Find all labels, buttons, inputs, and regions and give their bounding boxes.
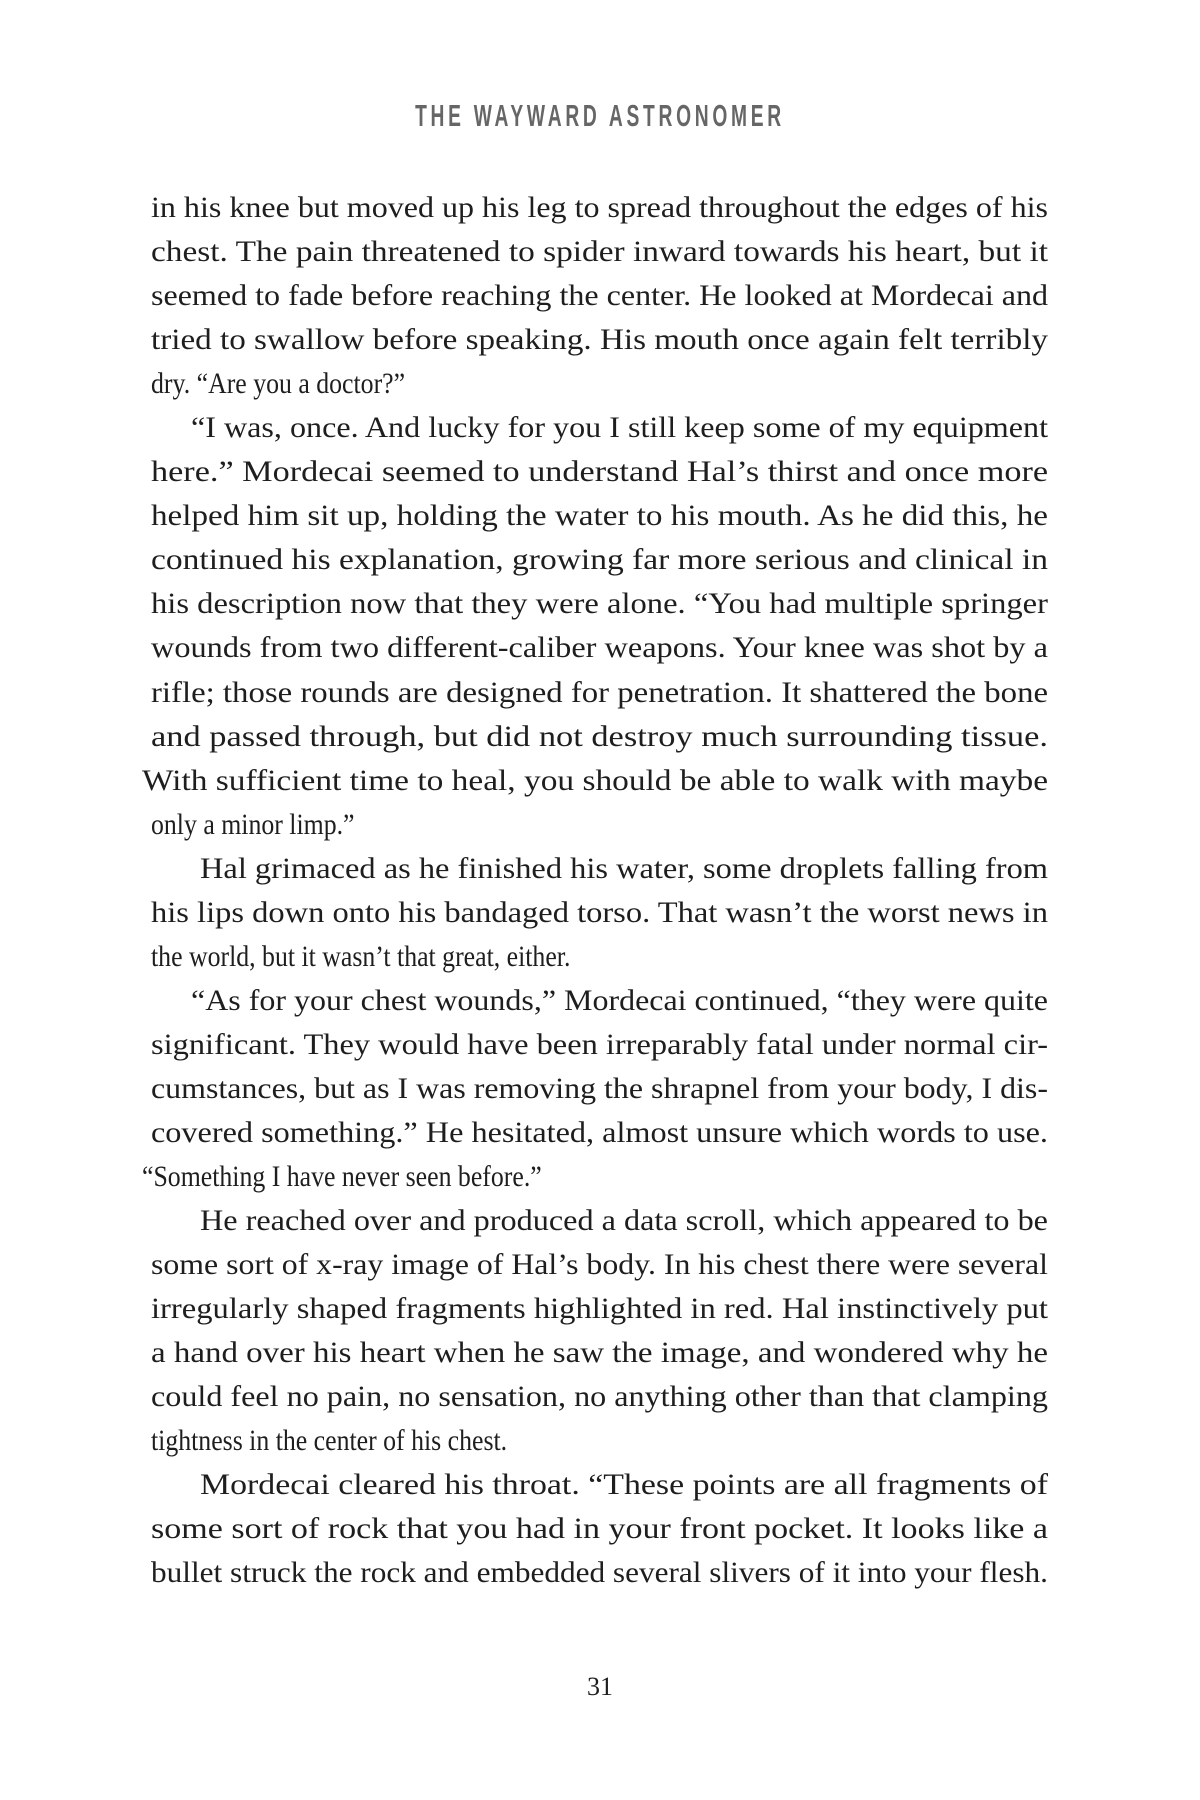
text-line (151, 1111, 1048, 1155)
text-line (151, 406, 1048, 450)
text-line (151, 450, 1048, 494)
text-line-content: Hal grimaced as he finished his water, some droplets falling from (200, 851, 1049, 885)
text-line (151, 1199, 1048, 1243)
text-line-content: rifle; those rounds are designed for penetration. It shattered the bone (151, 675, 1049, 709)
text-line (151, 274, 1048, 318)
text-line (151, 1067, 1048, 1111)
text-line (151, 538, 1048, 582)
text-line-content: significant. They would have been irreparably fatal under normal cir- (151, 1027, 1049, 1061)
text-line-content: “Something I have never seen before.” (142, 1160, 542, 1194)
text-line (151, 186, 1048, 230)
running-head-title: THE WAYWARD ASTRONOMER (415, 98, 785, 133)
text-line (151, 1375, 1048, 1419)
text-line (151, 1551, 1048, 1595)
text-line-content: here.” Mordecai seemed to understand Hal’s thirst and once more (151, 455, 1049, 489)
text-line (151, 847, 1048, 891)
text-line (151, 1507, 1048, 1551)
text-line (151, 626, 1048, 670)
text-line-content: some sort of x-ray image of Hal’s body. In his chest there were several (151, 1248, 1048, 1282)
text-line (151, 1287, 1048, 1331)
text-line-content: “As for your chest wounds,” Mordecai continued, “they were quite (191, 983, 1048, 1017)
text-line-content: Mordecai cleared his throat. “These points are all fragments of (200, 1468, 1049, 1502)
text-line (142, 1155, 1048, 1199)
text-line (151, 935, 1048, 979)
text-line-content: dry. “Are you a doctor?” (151, 367, 406, 401)
text-line-content: the world, but it wasn’t that great, either. (151, 939, 571, 973)
text-line (151, 494, 1048, 538)
text-line-content: in his knee but moved up his leg to spread throughout the edges of his (151, 191, 1048, 224)
text-line-content: wounds from two different-caliber weapons. Your knee was shot by a (151, 631, 1048, 665)
text-line-content: a hand over his heart when he saw the image, and wondered why he (151, 1336, 1048, 1370)
text-line (142, 759, 1048, 803)
text-line (151, 1243, 1048, 1287)
text-line (151, 582, 1048, 626)
text-line-content: covered something.” He hesitated, almost unsure which words to use. (151, 1115, 1049, 1149)
text-line (151, 1331, 1048, 1375)
text-line-content: helped him sit up, holding the water to his mouth. As he did this, he (151, 499, 1049, 533)
text-line-content: could feel no pain, no sensation, no anything other than that clamping (151, 1380, 1049, 1414)
text-line-content: and passed through, but did not destroy much surrounding tissue. (151, 719, 1048, 753)
text-line (151, 979, 1048, 1023)
text-line (151, 671, 1048, 715)
text-line (151, 803, 1048, 847)
text-line-content: his description now that they were alone. “You had multiple springer (151, 587, 1048, 621)
text-line (151, 1023, 1048, 1067)
text-line-content: only a minor limp.” (151, 807, 355, 841)
text-line-content: bullet struck the rock and embedded several slivers of it into your flesh. (151, 1556, 1049, 1590)
text-line-content: irregularly shaped fragments highlighted in red. Hal instinctively put (151, 1292, 1048, 1326)
text-line-content: With sufficient time to heal, you should be able to walk with maybe (142, 763, 1049, 797)
text-line (151, 362, 1048, 406)
text-line-content: some sort of rock that you had in your front pocket. It looks like a (151, 1512, 1049, 1546)
text-line-content: his lips down onto his bandaged torso. That wasn’t the worst news in (151, 895, 1048, 929)
text-line-content: chest. The pain threatened to spider inward towards his heart, but it (151, 235, 1048, 269)
page-number: 31 (587, 1672, 613, 1701)
text-line-content: continued his explanation, growing far more serious and clinical in (151, 543, 1049, 577)
text-line-content: cumstances, but as I was removing the shrapnel from your body, I dis- (151, 1071, 1048, 1105)
body-text (142, 186, 1049, 1596)
text-line (151, 891, 1048, 935)
text-line-content: tightness in the center of his chest. (151, 1424, 508, 1458)
text-line (151, 318, 1048, 362)
text-line (151, 715, 1048, 759)
text-line-content: seemed to fade before reaching the center. He looked at Mordecai and (151, 279, 1049, 313)
text-line (151, 1463, 1048, 1507)
text-line-content: He reached over and produced a data scroll, which appeared to be (200, 1204, 1048, 1238)
text-line (151, 1419, 1048, 1463)
text-line (151, 230, 1048, 274)
text-line-content: “I was, once. And lucky for you I still keep some of my equipment (191, 411, 1049, 445)
text-line-content: tried to swallow before speaking. His mouth once again felt terribly (151, 323, 1049, 357)
